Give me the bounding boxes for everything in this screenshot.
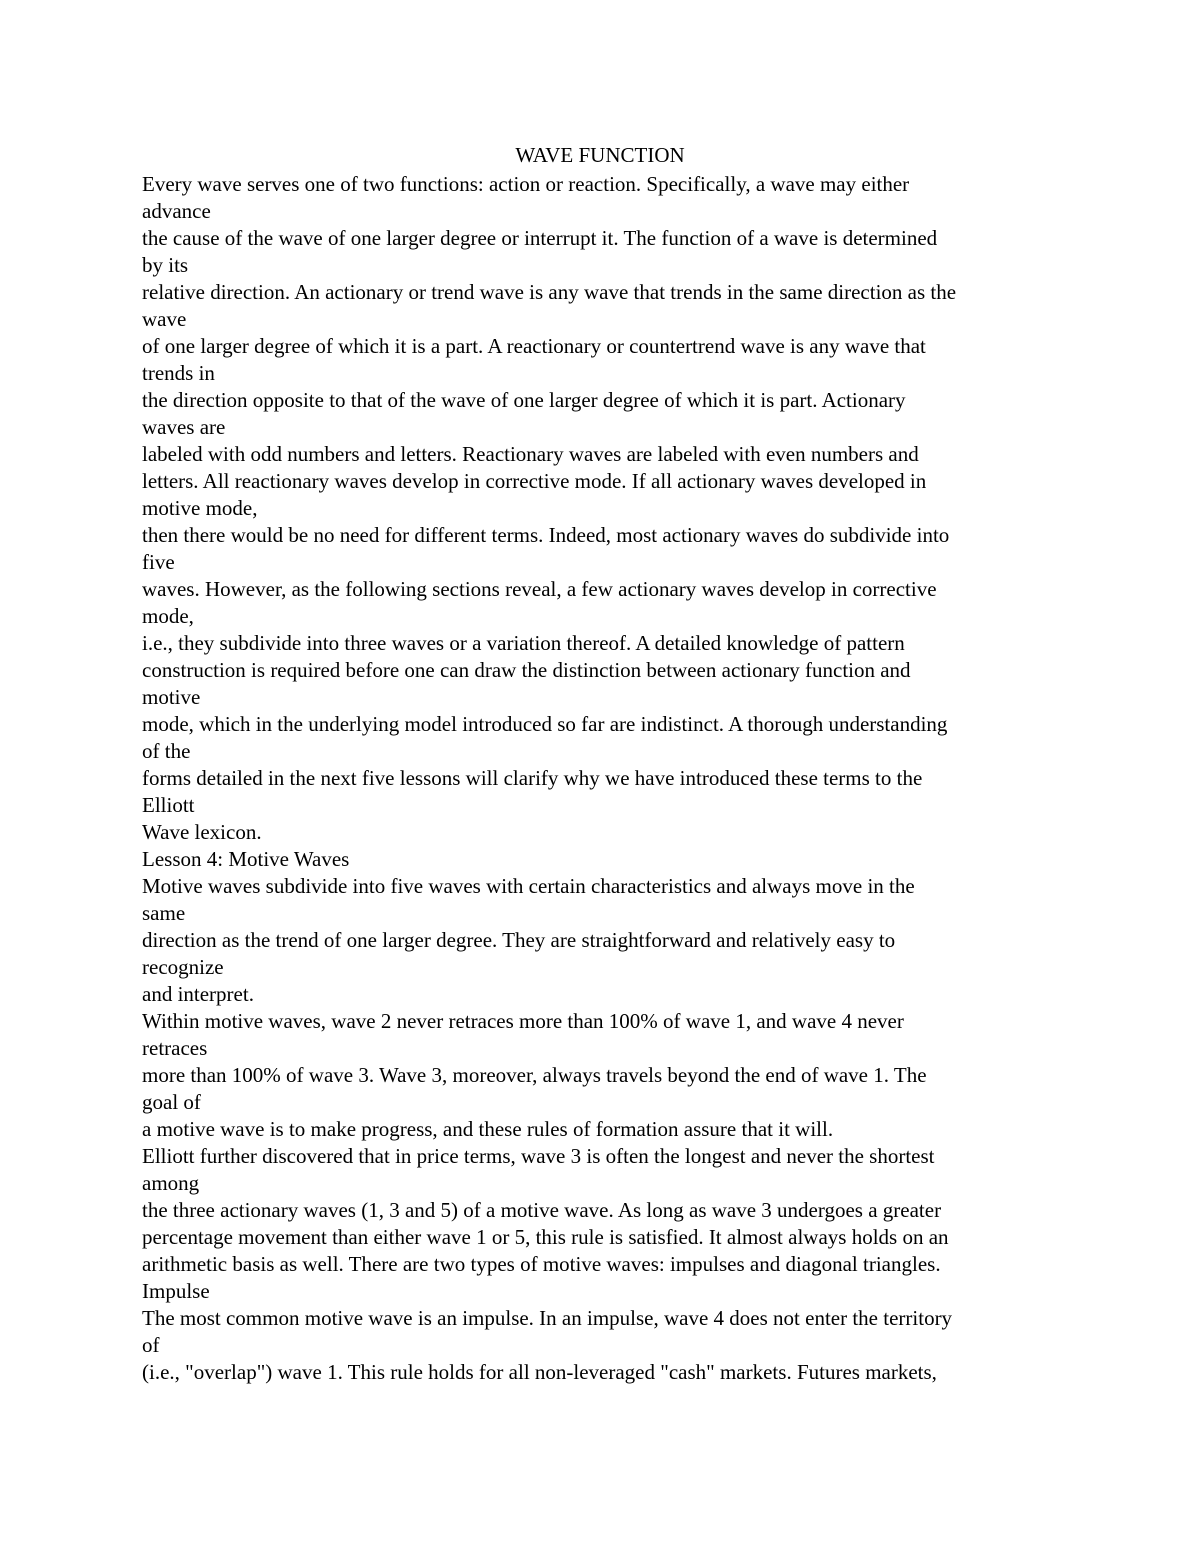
text-line: goal of (142, 1090, 201, 1114)
text-line: motive mode, (142, 496, 258, 520)
text-line: (i.e., "overlap") wave 1. This rule holds for all non-leveraged "cash" markets. Futures markets, (142, 1360, 937, 1384)
text-line: by its (142, 253, 189, 277)
body-text (142, 171, 1072, 1386)
text-line: and interpret. (142, 982, 254, 1006)
text-line: Lesson 4: Motive Waves (142, 847, 350, 871)
text-line: same (142, 901, 186, 925)
text-line: recognize (142, 955, 224, 979)
text-line: advance (142, 199, 211, 223)
text-line: of one larger degree of which it is a part. A reactionary or countertrend wave is any wave that (142, 334, 926, 358)
text-line: of the (142, 739, 191, 763)
text-line: Within motive waves, wave 2 never retraces more than 100% of wave 1, and wave 4 never (142, 1009, 904, 1033)
text-line: of (142, 1333, 160, 1357)
text-line: a motive wave is to make progress, and these rules of formation assure that it will. (142, 1117, 834, 1141)
text-line: direction as the trend of one larger degree. They are straightforward and relatively easy to (142, 928, 896, 952)
text-line: Elliott further discovered that in price terms, wave 3 is often the longest and never the shortest (142, 1144, 935, 1168)
text-line: the three actionary waves (1, 3 and 5) of a motive wave. As long as wave 3 undergoes a greater (142, 1198, 942, 1222)
text-line: i.e., they subdivide into three waves or a variation thereof. A detailed knowledge of pattern (142, 631, 905, 655)
text-line: Motive waves subdivide into five waves with certain characteristics and always move in the (142, 874, 915, 898)
text-line: percentage movement than either wave 1 or 5, this rule is satisfied. It almost always holds on an (142, 1225, 949, 1249)
text-line: labeled with odd numbers and letters. Reactionary waves are labeled with even numbers and (142, 442, 919, 466)
text-line: mode, (142, 604, 194, 628)
page-title: WAVE FUNCTION (515, 143, 685, 167)
text-line: Elliott (142, 793, 195, 817)
text-line: motive (142, 685, 201, 709)
text-line: construction is required before one can draw the distinction between actionary function and (142, 658, 911, 682)
text-line: the direction opposite to that of the wave of one larger degree of which it is part. Actionary (142, 388, 906, 412)
text-line: waves are (142, 415, 226, 439)
text-line: Every wave serves one of two functions: action or reaction. Specifically, a wave may either (142, 172, 910, 196)
text-line: more than 100% of wave 3. Wave 3, moreover, always travels beyond the end of wave 1. The (142, 1063, 927, 1087)
text-line: waves. However, as the following sections reveal, a few actionary waves develop in corrective (142, 577, 937, 601)
text-line: trends in (142, 361, 215, 385)
text-line: the cause of the wave of one larger degree or interrupt it. The function of a wave is determined (142, 226, 938, 250)
text-line: Wave lexicon. (142, 820, 262, 844)
text-line: forms detailed in the next five lessons will clarify why we have introduced these terms to the (142, 766, 923, 790)
text-line: arithmetic basis as well. There are two types of motive waves: impulses and diagonal triangles. (142, 1252, 941, 1276)
text-line: wave (142, 307, 187, 331)
text-line: five (142, 550, 175, 574)
text-line: Impulse (142, 1279, 210, 1303)
text-line: letters. All reactionary waves develop in corrective mode. If all actionary waves developed in (142, 469, 927, 493)
text-line: The most common motive wave is an impulse. In an impulse, wave 4 does not enter the territory (142, 1306, 953, 1330)
text-line: then there would be no need for different terms. Indeed, most actionary waves do subdivide into (142, 523, 950, 547)
text-line: mode, which in the underlying model introduced so far are indistinct. A thorough understanding (142, 712, 948, 736)
text-line: among (142, 1171, 200, 1195)
text-line: retraces (142, 1036, 208, 1060)
text-line: relative direction. An actionary or trend wave is any wave that trends in the same direction as the (142, 280, 957, 304)
